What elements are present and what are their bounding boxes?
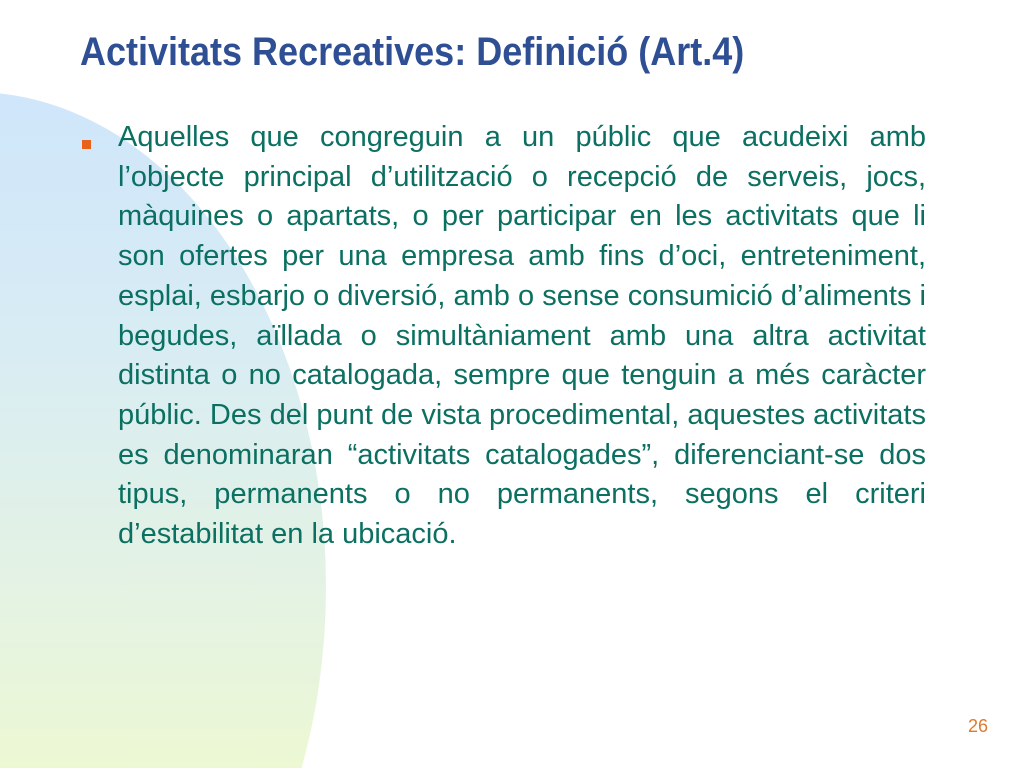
bullet-text: Aquelles que congreguin a un públic que acudeixi amb l’objecte principal d’utilització o recepció de serveis, jocs, màquines o apartats, o per participar en les activitats que li son ofertes per una empresa amb fins d’oci, entreteniment, esplai, esbarjo o diversió, amb o sense consumició d’aliments i begudes, aïllada o simultàniament amb una altra activitat distinta o no catalogada, sempre que tenguin a més caràcter públic. Des del punt de vista procedimental, aquestes activitats es denominaran “activitats catalogades”, diferenciant-se dos tipus, permanents o no permanents, segons el criteri d’estabilitat en la ubicació.	[118, 121, 926, 551]
page-number: 26	[967, 716, 988, 736]
slide-title: Activitats Recreatives: Definició (Art.4)	[80, 30, 745, 74]
square-bullet-icon	[82, 140, 91, 149]
